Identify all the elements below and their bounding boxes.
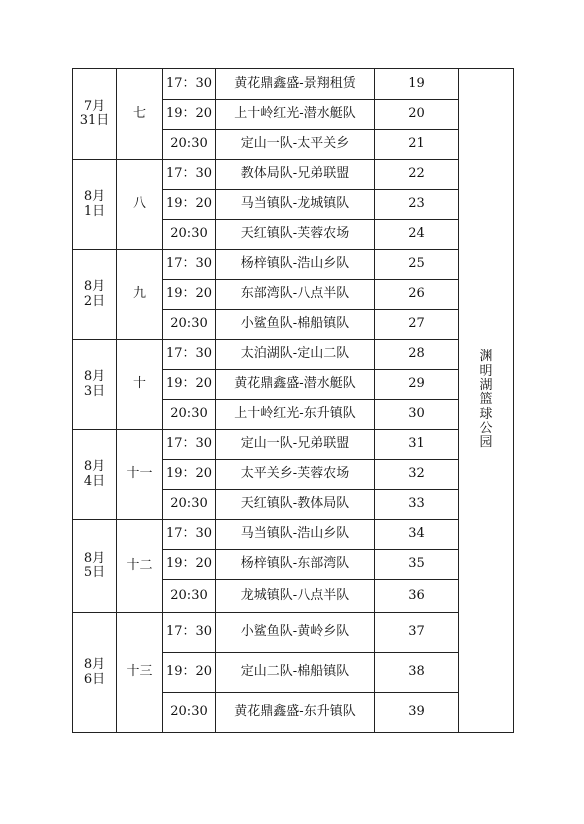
time-cell: 20:30 (163, 220, 216, 250)
time-cell: 17：30 (163, 69, 216, 100)
date-cell: 8月 6日 (73, 613, 117, 733)
match-cell: 天红镇队-教体局队 (216, 490, 375, 520)
table-row (73, 520, 514, 550)
round-cell: 七 (117, 69, 163, 160)
venue-cell: 渊 明 湖 篮 球 公 园 (459, 69, 514, 733)
match-cell: 黄花鼎鑫盛-景翔租赁 (216, 69, 375, 100)
time-cell: 17：30 (163, 160, 216, 190)
time-cell: 19：20 (163, 550, 216, 580)
game-number-cell: 27 (375, 310, 459, 340)
time-cell: 20:30 (163, 490, 216, 520)
table-row (73, 69, 514, 100)
time-cell: 19：20 (163, 280, 216, 310)
table-row (73, 160, 514, 190)
time-cell: 20:30 (163, 693, 216, 733)
game-number-cell: 35 (375, 550, 459, 580)
round-cell: 十二 (117, 520, 163, 613)
match-cell: 小鲨鱼队-棉船镇队 (216, 310, 375, 340)
time-cell: 20:30 (163, 310, 216, 340)
table-row (73, 613, 514, 653)
time-cell: 19：20 (163, 100, 216, 130)
time-cell: 19：20 (163, 190, 216, 220)
game-number-cell: 39 (375, 693, 459, 733)
game-number-cell: 36 (375, 580, 459, 613)
match-cell: 马当镇队-浩山乡队 (216, 520, 375, 550)
match-cell: 上十岭红光-潜水艇队 (216, 100, 375, 130)
round-cell: 八 (117, 160, 163, 250)
time-cell: 20:30 (163, 580, 216, 613)
time-cell: 19：20 (163, 370, 216, 400)
match-cell: 黄花鼎鑫盛-潜水艇队 (216, 370, 375, 400)
time-cell: 17：30 (163, 340, 216, 370)
game-number-cell: 31 (375, 430, 459, 460)
match-cell: 天红镇队-芙蓉农场 (216, 220, 375, 250)
date-cell: 8月 2日 (73, 250, 117, 340)
date-cell: 8月 1日 (73, 160, 117, 250)
match-cell: 教体局队-兄弟联盟 (216, 160, 375, 190)
game-number-cell: 21 (375, 130, 459, 160)
table-row (73, 340, 514, 370)
match-cell: 太泊湖队-定山二队 (216, 340, 375, 370)
match-cell: 龙城镇队-八点半队 (216, 580, 375, 613)
game-number-cell: 20 (375, 100, 459, 130)
time-cell: 19：20 (163, 460, 216, 490)
round-cell: 十 (117, 340, 163, 430)
table-row (73, 250, 514, 280)
match-cell: 杨梓镇队-浩山乡队 (216, 250, 375, 280)
game-number-cell: 22 (375, 160, 459, 190)
game-number-cell: 30 (375, 400, 459, 430)
time-cell: 20:30 (163, 400, 216, 430)
match-cell: 定山一队-太平关乡 (216, 130, 375, 160)
game-number-cell: 32 (375, 460, 459, 490)
game-number-cell: 34 (375, 520, 459, 550)
round-cell: 十三 (117, 613, 163, 733)
game-number-cell: 33 (375, 490, 459, 520)
game-number-cell: 24 (375, 220, 459, 250)
table-row (73, 430, 514, 460)
game-number-cell: 19 (375, 69, 459, 100)
match-cell: 杨梓镇队-东部湾队 (216, 550, 375, 580)
game-number-cell: 28 (375, 340, 459, 370)
game-number-cell: 37 (375, 613, 459, 653)
time-cell: 19：20 (163, 653, 216, 693)
match-cell: 上十岭红光-东升镇队 (216, 400, 375, 430)
match-cell: 东部湾队-八点半队 (216, 280, 375, 310)
date-cell: 8月 5日 (73, 520, 117, 613)
time-cell: 20:30 (163, 130, 216, 160)
game-number-cell: 29 (375, 370, 459, 400)
date-cell: 8月 4日 (73, 430, 117, 520)
round-cell: 九 (117, 250, 163, 340)
round-cell: 十一 (117, 430, 163, 520)
match-cell: 马当镇队-龙城镇队 (216, 190, 375, 220)
time-cell: 17：30 (163, 250, 216, 280)
schedule-table (72, 68, 514, 733)
game-number-cell: 23 (375, 190, 459, 220)
game-number-cell: 26 (375, 280, 459, 310)
date-cell: 7月 31日 (73, 69, 117, 160)
match-cell: 定山一队-兄弟联盟 (216, 430, 375, 460)
match-cell: 定山二队-棉船镇队 (216, 653, 375, 693)
time-cell: 17：30 (163, 613, 216, 653)
match-cell: 黄花鼎鑫盛-东升镇队 (216, 693, 375, 733)
time-cell: 17：30 (163, 520, 216, 550)
date-cell: 8月 3日 (73, 340, 117, 430)
game-number-cell: 25 (375, 250, 459, 280)
match-cell: 太平关乡-芙蓉农场 (216, 460, 375, 490)
time-cell: 17：30 (163, 430, 216, 460)
game-number-cell: 38 (375, 653, 459, 693)
match-cell: 小鲨鱼队-黄岭乡队 (216, 613, 375, 653)
